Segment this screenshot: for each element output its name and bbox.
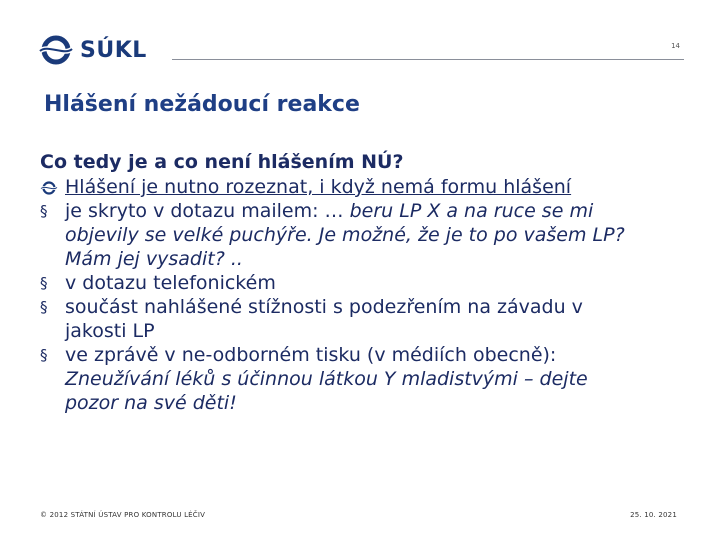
list-item-line — [65, 271, 690, 295]
list-item — [40, 295, 690, 343]
list-item-line — [65, 367, 690, 391]
list-item-text: objevily se velké puchýře. Je možné, že je to po vašem LP? — [65, 224, 625, 246]
list-item-line — [65, 343, 690, 367]
section-bullet-icon: § — [40, 274, 48, 292]
footer-copyright: © 2012 STÁTNÍ ÚSTAV PRO KONTROLU LÉČIV — [40, 511, 206, 519]
intro-question: Co tedy je a co není hlášením NÚ? — [40, 151, 404, 173]
list-item-line — [65, 223, 690, 247]
section-bullet-icon: § — [40, 202, 48, 220]
list-item-text: jakosti LP — [65, 320, 155, 342]
list-item-text: pozor na své děti! — [65, 392, 237, 414]
slide-title: Hlášení nežádoucí reakce — [44, 92, 360, 117]
list-item-line — [65, 295, 690, 319]
list-item-text: ve zprávě v ne-odborném tisku (v médiích obecně): — [65, 344, 557, 366]
lead-text: Hlášení je nutno rozeznat, i když nemá formu hlášení — [65, 176, 572, 198]
list-item-text: v dotazu telefonickém — [65, 272, 276, 294]
page-number: 14 — [671, 42, 680, 50]
list-item-text: Zneužívání léků s účinnou látkou Y mladistvými – dejte — [65, 368, 588, 390]
sukl-logo — [38, 33, 147, 67]
list-item — [40, 343, 690, 415]
list-item — [40, 271, 690, 295]
logo-bullet-icon — [40, 181, 58, 195]
list-item-line — [65, 319, 690, 343]
list-item-text: beru LP X a na ruce se mi — [349, 200, 594, 222]
list-item-text: Mám jej vysadit? .. — [65, 248, 243, 270]
lead-item — [40, 175, 690, 199]
list-item-line — [65, 247, 690, 271]
section-bullet-icon: § — [40, 346, 48, 364]
header-divider — [172, 59, 684, 60]
footer-date: 25. 10. 2021 — [630, 511, 677, 519]
list-item-line — [65, 391, 690, 415]
list-item — [40, 199, 690, 271]
slide-body — [40, 150, 690, 415]
sukl-logo-icon — [38, 35, 74, 65]
section-bullet-icon: § — [40, 298, 48, 316]
logo-text: SÚKL — [80, 37, 147, 63]
list-item-line — [65, 199, 690, 223]
list-item-text: je skryto v dotazu mailem: … — [65, 200, 350, 222]
list-item-text: součást nahlášené stížnosti s podezřením na závadu v — [65, 296, 583, 318]
